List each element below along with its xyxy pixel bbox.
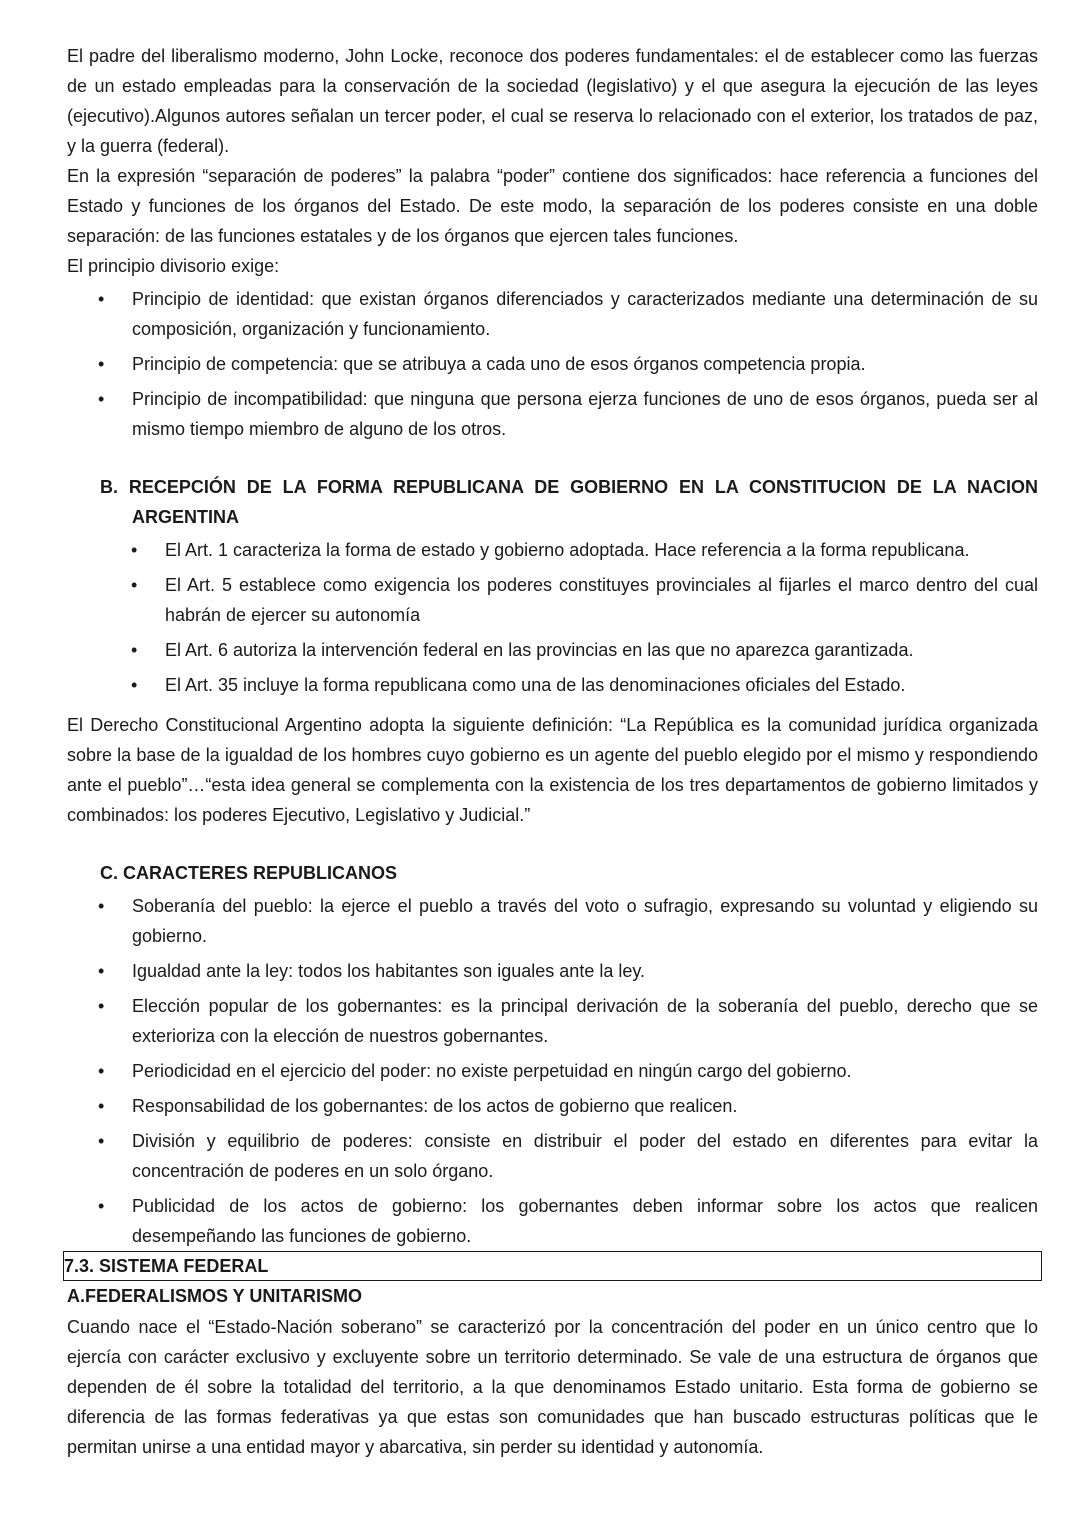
list-item: • Publicidad de los actos de gobierno: los gobernantes deben informar sobre los actos que realicen desempeñando las funciones de gobierno.: [132, 1191, 1038, 1251]
list-item: • El Art. 5 establece como exigencia los poderes constituyes provinciales al fijarles el marco dentro del cual habrán de ejercer su autonomía: [165, 570, 1038, 630]
list-item: • División y equilibrio de poderes: consiste en distribuir el poder del estado en diferentes para evitar la concentración de poderes en un solo órgano.: [132, 1126, 1038, 1186]
section-b-heading: B. RECEPCIÓN DE LA FORMA REPUBLICANA DE GOBIERNO EN LA CONSTITUCION DE LA NACION ARGENTINA: [100, 477, 1038, 527]
list-item: • Igualdad ante la ley: todos los habitantes son iguales ante la ley.: [132, 956, 1038, 986]
intro-paragraph-separacion: En la expresión “separación de poderes” la palabra “poder” contiene dos significados: hace referencia a funciones del Estado y funciones de los órganos del Estado. De este modo, la separación de los poderes consiste en una doble separación: de las funciones estatales y de los órganos que ejercen tales funciones.: [67, 166, 1038, 246]
list-item: • El Art. 35 incluye la forma republicana como una de las denominaciones oficiales del Estado.: [165, 670, 1038, 700]
list-item: • Soberanía del pueblo: la ejerce el pueblo a través del voto o sufragio, expresando su voluntad y eligiendo su gobierno.: [132, 891, 1038, 951]
section-7-3-heading: 7.3. SISTEMA FEDERAL: [63, 1251, 1042, 1281]
list-item: • El Art. 1 caracteriza la forma de estado y gobierno adoptada. Hace referencia a la forma republicana.: [165, 535, 1038, 565]
list-item: • Principio de incompatibilidad: que ninguna que persona ejerza funciones de uno de esos órganos, pueda ser al mismo tiempo miembro de alguno de los otros.: [132, 384, 1038, 444]
section-a-subheading: A.FEDERALISMOS Y UNITARISMO: [67, 1286, 363, 1306]
intro-paragraph-locke: El padre del liberalismo moderno, John Locke, reconoce dos poderes fundamentales: el de establecer como las fuerzas de un estado empleadas para la conservación de la sociedad (legislativo) y el que asegura la ejecución de las leyes (ejecutivo).Algunos autores señalan un tercer poder, el cual se reserva lo relacionado con el exterior, los tratados de paz, y la guerra (federal).: [67, 46, 1038, 156]
list-item: • El Art. 6 autoriza la intervención federal en las provincias en las que no aparezca garantizada.: [165, 635, 1038, 665]
section-c-list: [67, 891, 1038, 1251]
list-item: • Principio de identidad: que existan órganos diferenciados y caracterizados mediante una determinación de su composición, organización y funcionamiento.: [132, 284, 1038, 344]
section-b-paragraph: El Derecho Constitucional Argentino adopta la siguiente definición: “La República es la comunidad jurídica organizada sobre la base de la igualdad de los hombres cuyo gobierno es un agente del pueblo elegido por el mismo y respondiendo ante el pueblo”…“esta idea general se complementa con la existencia de los tres departamentos de gobierno limitados y combinados: los poderes Ejecutivo, Legislativo y Judicial.”: [67, 715, 1038, 825]
list-item: • Elección popular de los gobernantes: es la principal derivación de la soberanía del pueblo, derecho que se exterioriza con la elección de nuestros gobernantes.: [132, 991, 1038, 1051]
section-b-list: [67, 535, 1038, 700]
list-item: • Periodicidad en el ejercicio del poder: no existe perpetuidad en ningún cargo del gobierno.: [132, 1056, 1038, 1086]
principles-list: [67, 284, 1038, 444]
section-c-heading: C. CARACTERES REPUBLICANOS: [100, 863, 398, 883]
intro-paragraph-principio: El principio divisorio exige:: [67, 256, 280, 276]
list-item: • Responsabilidad de los gobernantes: de los actos de gobierno que realicen.: [132, 1091, 1038, 1121]
list-item: • Principio de competencia: que se atribuya a cada uno de esos órganos competencia propia.: [132, 349, 1038, 379]
section-7-3-paragraph: Cuando nace el “Estado-Nación soberano” se caracterizó por la concentración del poder en un único centro que lo ejercía con carácter exclusivo y excluyente sobre un territorio determinado. Se vale de una estructura de órganos que dependen de él sobre la totalidad del territorio, a la que denominamos Estado unitario. Esta forma de gobierno se diferencia de las formas federativas ya que estas son comunidades que han buscado estructuras políticas que le permitan unirse a una entidad mayor y abarcativa, sin perder su identidad y autonomía.: [67, 1317, 1038, 1457]
